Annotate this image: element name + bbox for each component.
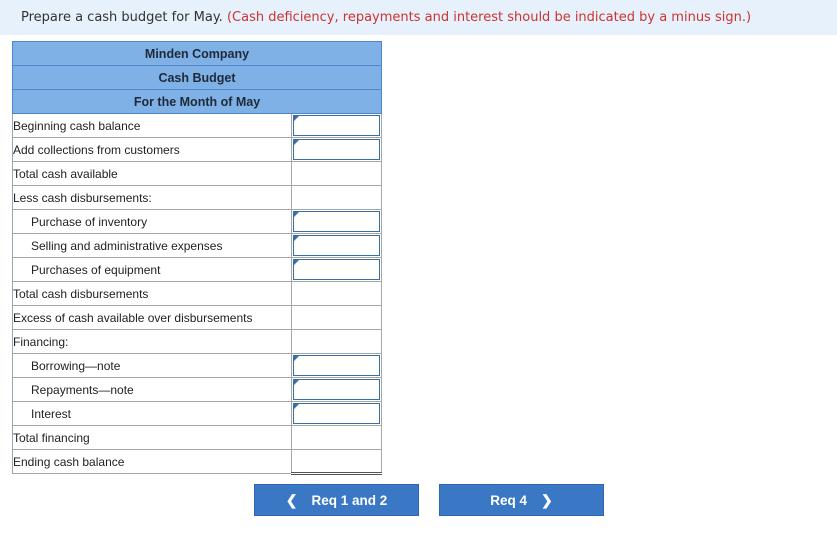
table-row xyxy=(13,234,382,258)
company-name: Minden Company xyxy=(13,42,382,66)
selling-admin-input[interactable] xyxy=(292,234,382,258)
row-label: Ending cash balance xyxy=(13,450,292,474)
excess-cash-value xyxy=(292,306,382,330)
instruction-note: (Cash deficiency, repayments and interest should be indicated by a minus sign.) xyxy=(226,10,752,25)
chevron-right-icon: ❯ xyxy=(541,491,553,508)
table-row xyxy=(13,330,382,354)
prev-button-label: Req 1 and 2 xyxy=(311,492,388,508)
row-label: Borrowing—note xyxy=(13,354,292,378)
row-label: Add collections from customers xyxy=(13,138,292,162)
empty-cell xyxy=(292,330,382,354)
total-cash-available-value xyxy=(292,162,382,186)
ending-cash-value xyxy=(292,450,382,474)
purchase-inventory-input[interactable] xyxy=(292,210,382,234)
chevron-left-icon: ❮ xyxy=(285,491,298,508)
row-label: Purchase of inventory xyxy=(13,210,292,234)
table-row xyxy=(13,138,382,162)
table-row xyxy=(13,450,382,474)
row-label: Selling and administrative expenses xyxy=(13,234,292,258)
budget-period: For the Month of May xyxy=(13,90,382,114)
table-row xyxy=(13,426,382,450)
row-label: Purchases of equipment xyxy=(13,258,292,282)
row-label: Interest xyxy=(13,402,292,426)
cash-budget-table xyxy=(12,41,382,475)
row-label: Total cash disbursements xyxy=(13,282,292,306)
instruction-banner xyxy=(0,0,837,35)
table-row xyxy=(13,162,382,186)
table-row xyxy=(13,114,382,138)
empty-cell xyxy=(292,186,382,210)
borrowing-input[interactable] xyxy=(292,354,382,378)
table-row xyxy=(13,210,382,234)
total-financing-value xyxy=(292,426,382,450)
table-row xyxy=(13,282,382,306)
prev-requirement-button[interactable] xyxy=(254,484,419,516)
row-label: Total financing xyxy=(13,426,292,450)
collections-input[interactable] xyxy=(292,138,382,162)
interest-input[interactable] xyxy=(292,402,382,426)
total-disbursements-value xyxy=(292,282,382,306)
table-row xyxy=(13,402,382,426)
table-row xyxy=(13,354,382,378)
row-label: Beginning cash balance xyxy=(13,114,292,138)
table-row xyxy=(13,306,382,330)
row-label: Total cash available xyxy=(13,162,292,186)
row-label: Less cash disbursements: xyxy=(13,186,292,210)
header-row-company xyxy=(13,42,382,66)
row-label: Excess of cash available over disbursements xyxy=(13,306,292,330)
header-row-period xyxy=(13,90,382,114)
next-requirement-button[interactable] xyxy=(439,484,604,516)
beginning-cash-input[interactable] xyxy=(292,114,382,138)
repayments-input[interactable] xyxy=(292,378,382,402)
table-row xyxy=(13,186,382,210)
instruction-text: Prepare a cash budget for May. xyxy=(21,10,223,25)
row-label: Repayments—note xyxy=(13,378,292,402)
next-button-label: Req 4 xyxy=(490,492,528,508)
table-row xyxy=(13,258,382,282)
header-row-title xyxy=(13,66,382,90)
purchases-equipment-input[interactable] xyxy=(292,258,382,282)
row-label: Financing: xyxy=(13,330,292,354)
table-row xyxy=(13,378,382,402)
budget-title: Cash Budget xyxy=(13,66,382,90)
